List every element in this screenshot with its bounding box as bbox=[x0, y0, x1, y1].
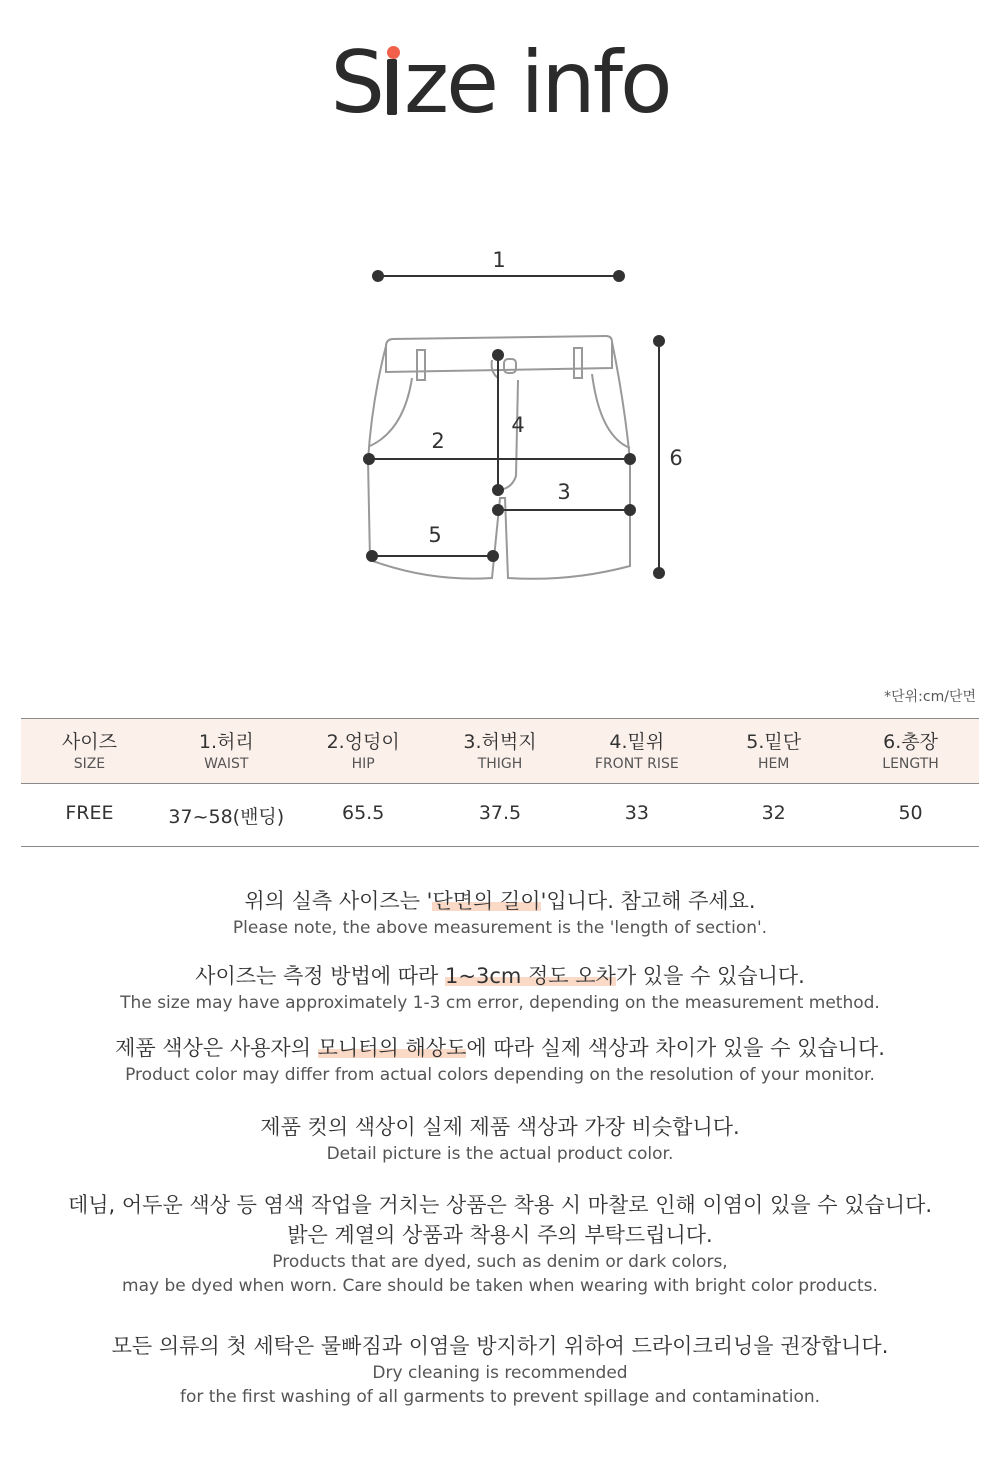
measure-label-4: 4 bbox=[511, 413, 525, 437]
size-table bbox=[21, 718, 979, 847]
cell-hip: 65.5 bbox=[295, 802, 432, 847]
measure-label-1: 1 bbox=[492, 248, 506, 272]
highlight-text: 1~3cm 정도 오차 bbox=[445, 964, 616, 988]
table-row bbox=[21, 802, 979, 847]
cell-front-rise: 33 bbox=[568, 802, 705, 847]
note-monitor-color: 제품 색상은 사용자의 모니터의 해상도에 따라 실제 색상과 차이가 있을 수 있습니다. Product color may differ from actual colors depending on the resolution of your monitor. bbox=[0, 1033, 1000, 1087]
cell-size: FREE bbox=[21, 802, 158, 847]
note-dye-transfer bbox=[0, 1190, 1000, 1298]
note-en: for the first washing of all garments to prevent spillage and contamination. bbox=[179, 1387, 821, 1407]
table-row bbox=[21, 784, 979, 803]
note-dry-cleaning bbox=[0, 1331, 1000, 1409]
highlight-text: 모니터의 해상도 bbox=[317, 1036, 467, 1060]
table-header-row bbox=[21, 719, 979, 784]
note-en: Products that are dyed, such as denim or dark colors, bbox=[272, 1252, 728, 1272]
note-section-measurement: 위의 실측 사이즈는 '단면의 길이'입니다. 참고해 주세요. Please note, the above measurement is the 'length of section'. bbox=[0, 886, 1000, 940]
header-length: 6.총장 LENGTH bbox=[842, 719, 979, 784]
header-front-rise: 4.밑위 FRONT RISE bbox=[568, 719, 705, 784]
note-ko: 모든 의류의 첫 세탁은 물빠짐과 이염을 방지하기 위하여 드라이크리닝을 권장합니다. bbox=[111, 1334, 889, 1358]
shorts-diagram bbox=[0, 230, 1000, 610]
header-hem: 5.밑단 HEM bbox=[705, 719, 842, 784]
cell-waist: 37~58(밴딩) bbox=[158, 802, 295, 847]
note-en: Detail picture is the actual product color. bbox=[326, 1144, 674, 1164]
title-i bbox=[382, 28, 404, 138]
title-text-part: S bbox=[330, 33, 382, 133]
measure-label-6: 6 bbox=[669, 446, 683, 470]
note-ko: 데님, 어두운 색상 등 염색 작업을 거치는 상품은 착용 시 마찰로 인해 이염이 있을 수 있습니다. bbox=[67, 1193, 933, 1217]
header-waist: 1.허리 WAIST bbox=[158, 719, 295, 784]
measure-label-3: 3 bbox=[557, 480, 571, 504]
header-size: 사이즈 SIZE bbox=[21, 719, 158, 784]
note-ko: 제품 컷의 색상이 실제 제품 색상과 가장 비슷합니다. bbox=[260, 1115, 740, 1139]
measure-label-5: 5 bbox=[428, 523, 442, 547]
cell-length: 50 bbox=[842, 802, 979, 847]
note-ko: 밝은 계열의 상품과 착용시 주의 부탁드립니다. bbox=[287, 1223, 713, 1247]
measure-label-2: 2 bbox=[431, 429, 445, 453]
highlight-text: 단면의 길이 bbox=[432, 889, 541, 913]
title-text-rest: ze info bbox=[403, 33, 670, 133]
note-en: may be dyed when worn. Care should be taken when wearing with bright color products. bbox=[122, 1276, 878, 1296]
note-en: Dry cleaning is recommended bbox=[372, 1363, 628, 1383]
note-en: The size may have approximately 1-3 cm error, depending on the measurement method. bbox=[120, 993, 880, 1013]
unit-note: *단위:cm/단면 bbox=[884, 689, 976, 705]
page-title bbox=[0, 28, 1000, 138]
note-en: Product color may differ from actual colors depending on the resolution of your monitor. bbox=[125, 1065, 875, 1085]
cell-hem: 32 bbox=[705, 802, 842, 847]
note-size-error: 사이즈는 측정 방법에 따라 1~3cm 정도 오차가 있을 수 있습니다. The size may have approximately 1-3 cm error, depending on the measurement method. bbox=[0, 961, 1000, 1015]
note-detail-color bbox=[0, 1112, 1000, 1166]
note-en: Please note, the above measurement is the 'length of section'. bbox=[232, 918, 768, 938]
header-thigh: 3.허벅지 THIGH bbox=[432, 719, 569, 784]
cell-thigh: 37.5 bbox=[432, 802, 569, 847]
header-hip: 2.엉덩이 HIP bbox=[295, 719, 432, 784]
